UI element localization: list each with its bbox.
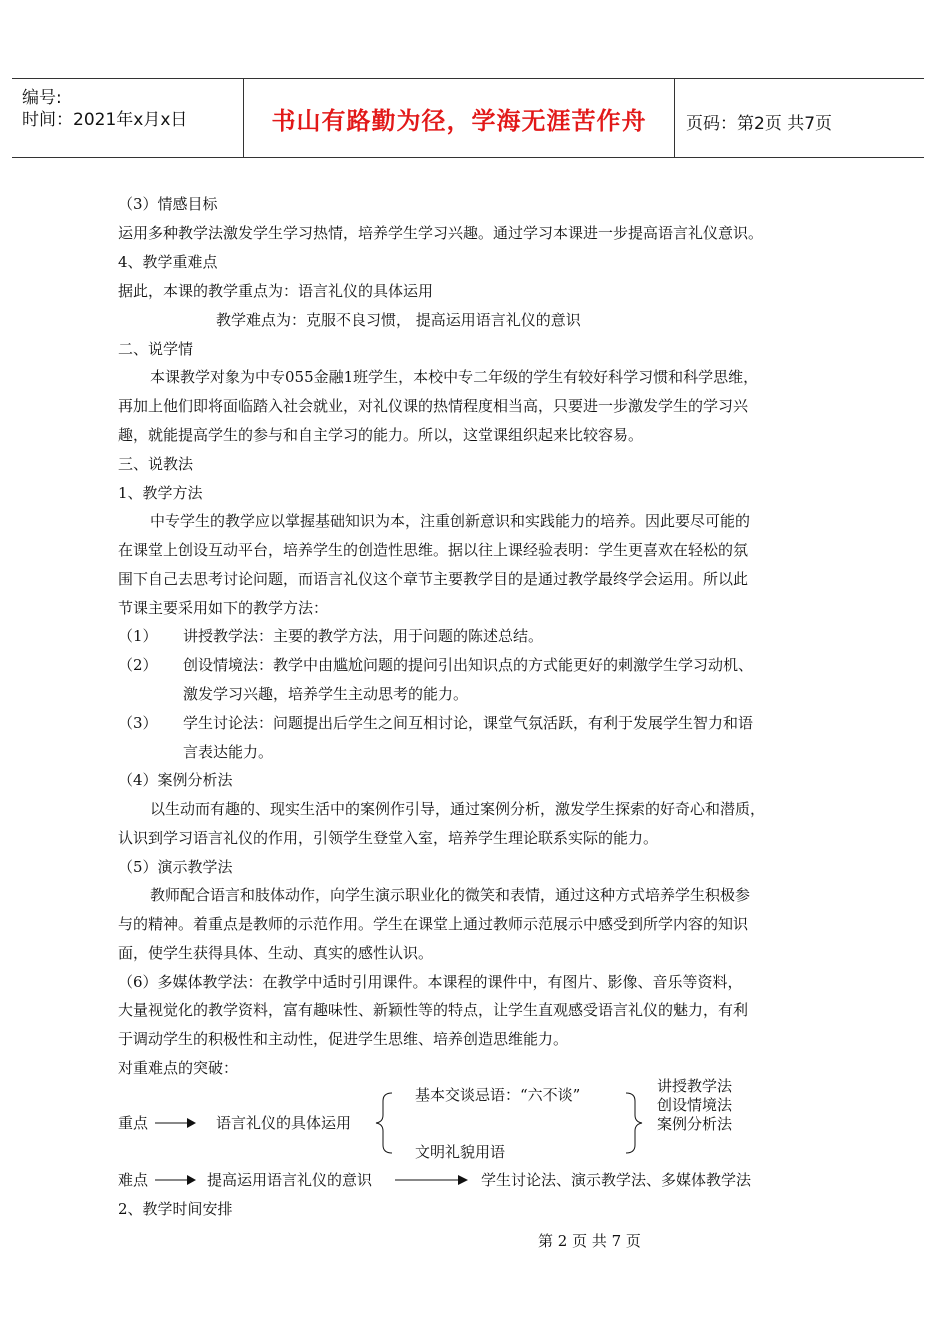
list-item-text: 创设情境法：教学中由尴尬问题的提问引出知识点的方式能更好的刺激学生学习动机、 xyxy=(183,656,754,674)
text-line: 以生动而有趣的、现实生活中的案例作引导，通过案例分析，激发学生探索的好奇心和潜质， xyxy=(150,800,766,818)
difficulty-label: 难点 xyxy=(118,1171,149,1189)
text-line: 再加上他们即将面临踏入社会就业，对礼仪课的热情程度相当高，只要进一步激发学生的学习兴 xyxy=(118,397,749,415)
text-line: 教师配合语言和肢体动作，向学生演示职业化的微笑和表情，通过这种方式培养学生积极参 xyxy=(150,886,751,904)
subheading: 2、教学时间安排 xyxy=(118,1200,233,1218)
text-line: 运用多种教学法激发学生学习热情，培养学生学习兴趣。通过学习本课进一步提高语言礼仪意识。 xyxy=(118,224,764,242)
focus-arrowhead xyxy=(187,1118,196,1128)
methods-arrowhead xyxy=(458,1175,468,1185)
subheading: （5）演示教学法 xyxy=(118,858,233,876)
text-line: （3）情感目标 xyxy=(118,195,218,213)
difficulty-methods: 学生讨论法、演示教学法、多媒体教学法 xyxy=(481,1171,752,1189)
focus-sub-item: 文明礼貌用语 xyxy=(415,1143,506,1161)
header-motto: 书山有路勤为径，学海无涯苦作舟 xyxy=(271,107,647,135)
text-line: 1、教学方法 xyxy=(118,484,203,502)
time-label: 时间：2021年x月x日 xyxy=(22,110,188,130)
text-line: 在课堂上创设互动平台，培养学生的创造性思维。据以往上课经验表明：学生更喜欢在轻松的氛 xyxy=(118,541,749,559)
focus-sub-item: 基本交谈忌语：“六不谈” xyxy=(415,1086,581,1104)
text-line: 认识到学习语言礼仪的作用，引领学生登堂入室，培养学生理论联系实际的能力。 xyxy=(118,829,659,847)
text-line: 教学难点为：克服不良习惯， 提高运用语言礼仪的意识 xyxy=(216,311,581,329)
method-item: 创设情境法 xyxy=(657,1096,733,1114)
text-line: 与的精神。着重点是教师的示范作用。学生在课堂上通过教师示范展示中感受到所学内容的知识 xyxy=(118,915,749,933)
list-item-text: 言表达能力。 xyxy=(183,743,274,761)
text-line: 于调动学生的积极性和主动性，促进学生思维、培养创造思维能力。 xyxy=(118,1030,569,1048)
list-item-text: 激发学习兴趣，培养学生主动思考的能力。 xyxy=(183,685,469,703)
text-line: 对重难点的突破： xyxy=(118,1059,239,1077)
difficulty-arrowhead xyxy=(187,1175,196,1185)
page-footer: 第 2 页 共 7 页 xyxy=(538,1232,641,1250)
section-heading: 三、说教法 xyxy=(118,455,194,473)
section-heading: 二、说学情 xyxy=(118,340,194,358)
number-label: 编号: xyxy=(22,88,62,108)
list-marker: （1） xyxy=(118,627,158,645)
text-line: 中专学生的教学应以掌握基础知识为本，注重创新意识和实践能力的培养。因此要尽可能的 xyxy=(150,512,751,530)
subheading: （4）案例分析法 xyxy=(118,771,233,789)
focus-label: 重点 xyxy=(118,1114,149,1132)
text-line: 趣，就能提高学生的参与和自主学习的能力。所以，这堂课组织起来比较容易。 xyxy=(118,426,644,444)
method-item: 讲授教学法 xyxy=(657,1077,733,1095)
focus-content: 语言礼仪的具体运用 xyxy=(216,1114,352,1132)
method-item: 案例分析法 xyxy=(657,1115,733,1133)
difficulty-content: 提高运用语言礼仪的意识 xyxy=(207,1171,373,1189)
list-marker: （3） xyxy=(118,714,158,732)
list-item-text: 讲授教学法：主要的教学方法，用于问题的陈述总结。 xyxy=(183,627,544,645)
header-page-number: 页码：第2页 共7页 xyxy=(686,114,833,134)
text-line: （6）多媒体教学法：在教学中适时引用课件。本课程的课件中，有图片、影像、音乐等资料， xyxy=(118,973,743,991)
text-line: 节课主要采用如下的教学方法： xyxy=(118,599,329,617)
text-line: 面，使学生获得具体、生动、真实的感性认识。 xyxy=(118,944,434,962)
text-line: 围下自己去思考讨论问题，而语言礼仪这个章节主要教学目的是通过教学最终学会运用。所以此 xyxy=(118,570,749,588)
right-brace xyxy=(626,1093,642,1153)
text-line: 据此，本课的教学重点为：语言礼仪的具体运用 xyxy=(118,282,434,300)
list-marker: （2） xyxy=(118,656,158,674)
text-line: 大量视觉化的教学资料，富有趣味性、新颖性等的特点，让学生直观感受语言礼仪的魅力，有利 xyxy=(118,1001,749,1019)
list-item-text: 学生讨论法：问题提出后学生之间互相讨论，课堂气氛活跃，有利于发展学生智力和语 xyxy=(183,714,754,732)
text-line: 4、教学重难点 xyxy=(118,253,218,271)
left-brace xyxy=(376,1093,392,1153)
text-line: 本课教学对象为中专055金融1班学生，本校中专二年级的学生有较好科学习惯和科学思维， xyxy=(150,368,759,386)
